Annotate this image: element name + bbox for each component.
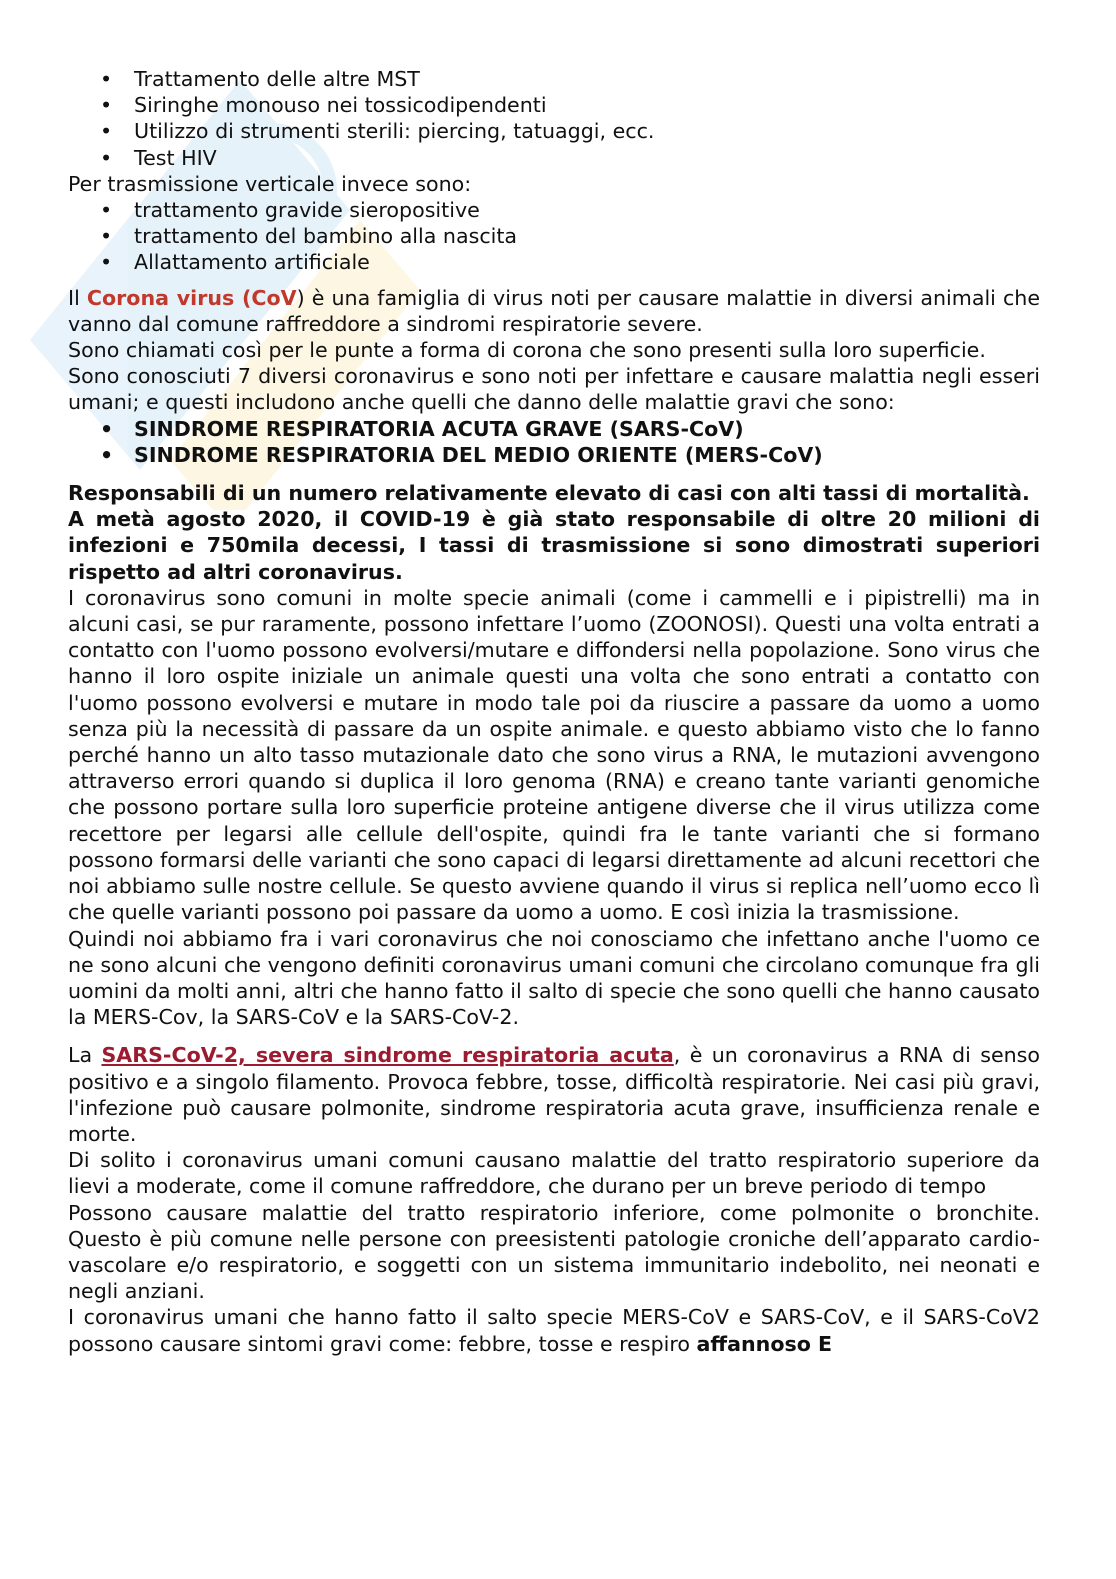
- list-item: • SINDROME RESPIRATORIA ACUTA GRAVE (SARS-CoV): [134, 416, 1040, 442]
- list-item: • Siringhe monouso nei tossicodipendenti: [134, 92, 1040, 118]
- corona-suffix: ) è una famiglia di virus noti per causare malattie in diversi animali che vanno dal comune raffreddore a sindromi respiratorie severe.: [68, 285, 1041, 336]
- severe-symptoms-paragraph: [68, 1304, 1040, 1356]
- list-item: • Trattamento delle altre MST: [134, 66, 1040, 92]
- list-item: • trattamento gravide sieropositive: [134, 197, 1040, 223]
- vertical-list: [68, 197, 1040, 276]
- list-item: • Test HIV: [134, 145, 1040, 171]
- mortality-paragraph: Responsabili di un numero relativamente elevato di casi con alti tassi di mortalità.: [68, 481, 1030, 506]
- corona-intro: [68, 285, 1040, 337]
- sars2-suffix: , è un coronavirus a RNA di senso positivo e a singolo filamento. Provoca febbre, tosse, difficoltà respiratorie. Nei casi più gravi, l'infezione può causare polmonite, sindrome respiratoria acuta grave, insufficienza renale e morte.: [68, 1043, 1040, 1146]
- sars2-paragraph: [68, 1042, 1040, 1147]
- sars2-link[interactable]: SARS-CoV-2, severa sindrome respiratoria acuta: [101, 1043, 674, 1068]
- document-page: [68, 66, 1040, 1357]
- severe-symptoms-bold: affannoso E: [696, 1331, 833, 1356]
- zoonosi-paragraph: I coronavirus sono comuni in molte specie animali (come i cammelli e i pipistrelli) ma in alcuni casi, se pur raramente, possono infettare l’uomo (ZOONOSI). Questi una volta entrati a contatto con l'uomo possono evolversi/mutare e diffondersi nella popolazione. Sono virus che hanno il loro ospite iniziale un animale questi una volta che sono entrati a contatto con l'uomo possono evolversi e mutare in modo tale poi da riuscire a passare da uomo a uomo senza più la necessità di passare da un ospite animale. e questo abbiamo visto che lo fanno perché hanno un alto tasso mutazionale dato che sono virus a RNA, le mutazioni avvengono attraverso errori quando si duplica il loro genoma (RNA) e creano tante varianti genomiche che possono portare sulla loro superficie proteine antigene diverse che il virus utilizza come recettore per legarsi alle cellule dell'ospite, quindi fra le tante varianti che si formano possono formarsi delle varianti che sono capaci di legarsi direttamente ad alcuni recettori che noi abbiamo sulle nostre cellule. Se questo avviene quando il virus si replica nell’uomo ecco lì che quelle varianti possono poi passare da uomo a uomo. E così inizia la trasmissione.: [68, 585, 1040, 925]
- corona-prefix: Il: [68, 285, 87, 310]
- list-item: • Allattamento artificiale: [134, 249, 1040, 275]
- corona-known-paragraph: Sono conosciuti 7 diversi coronavirus e sono noti per infettare e causare malattia negli esseri umani; e questi includono anche quelli che danno delle malattie gravi che sono:: [68, 364, 1040, 415]
- corona-highlight: Corona virus (CoV: [86, 285, 297, 310]
- prevention-list: [68, 66, 1040, 171]
- common-coronavirus-paragraph: Di solito i coronavirus umani comuni causano malattie del tratto respiratorio superiore da lievi a moderate, come il comune raffreddore, che durano per un breve periodo di tempo: [68, 1148, 1040, 1199]
- list-item: • trattamento del bambino alla nascita: [134, 223, 1040, 249]
- covid-stats-paragraph: A metà agosto 2020, il COVID-19 è già stato responsabile di oltre 20 milioni di infezioni e 750mila decessi, I tassi di trasmissione si sono dimostrati superiori rispetto ad altri coronavirus.: [68, 507, 1040, 584]
- corona-shape-paragraph: Sono chiamati così per le punte a forma di corona che sono presenti sulla loro superficie.: [68, 338, 986, 363]
- sars2-prefix: La: [68, 1043, 102, 1068]
- vertical-intro: Per trasmissione verticale invece sono:: [68, 171, 472, 196]
- syndrome-list: [68, 416, 1040, 468]
- list-item: • Utilizzo di strumenti sterili: piercing, tatuaggi, ecc.: [134, 118, 1040, 144]
- lower-tract-paragraph: Possono causare malattie del tratto respiratorio inferiore, come polmonite o bronchite. Questo è più comune nelle persone con preesistenti patologie croniche dell’apparato cardio-vascolare e/o respiratorio, e soggetti con un sistema immunitario indebolito, nei neonati e negli anziani.: [68, 1200, 1040, 1304]
- human-coronavirus-paragraph: Quindi noi abbiamo fra i vari coronavirus che noi conosciamo che infettano anche l'uomo ce ne sono alcuni che vengono definiti coronavirus umani comuni che circolano comunque fra gli uomini da molti anni, altri che hanno fatto il salto di specie che sono quelli che hanno causato la MERS-Cov, la SARS-CoV e la SARS-CoV-2.: [68, 926, 1040, 1030]
- list-item: • SINDROME RESPIRATORIA DEL MEDIO ORIENTE (MERS-CoV): [134, 442, 1040, 468]
- severe-symptoms-text: I coronavirus umani che hanno fatto il salto specie MERS-CoV e SARS-CoV, e il SARS-CoV2 possono causare sintomi gravi come: febbre, tosse e respiro: [68, 1305, 1040, 1356]
